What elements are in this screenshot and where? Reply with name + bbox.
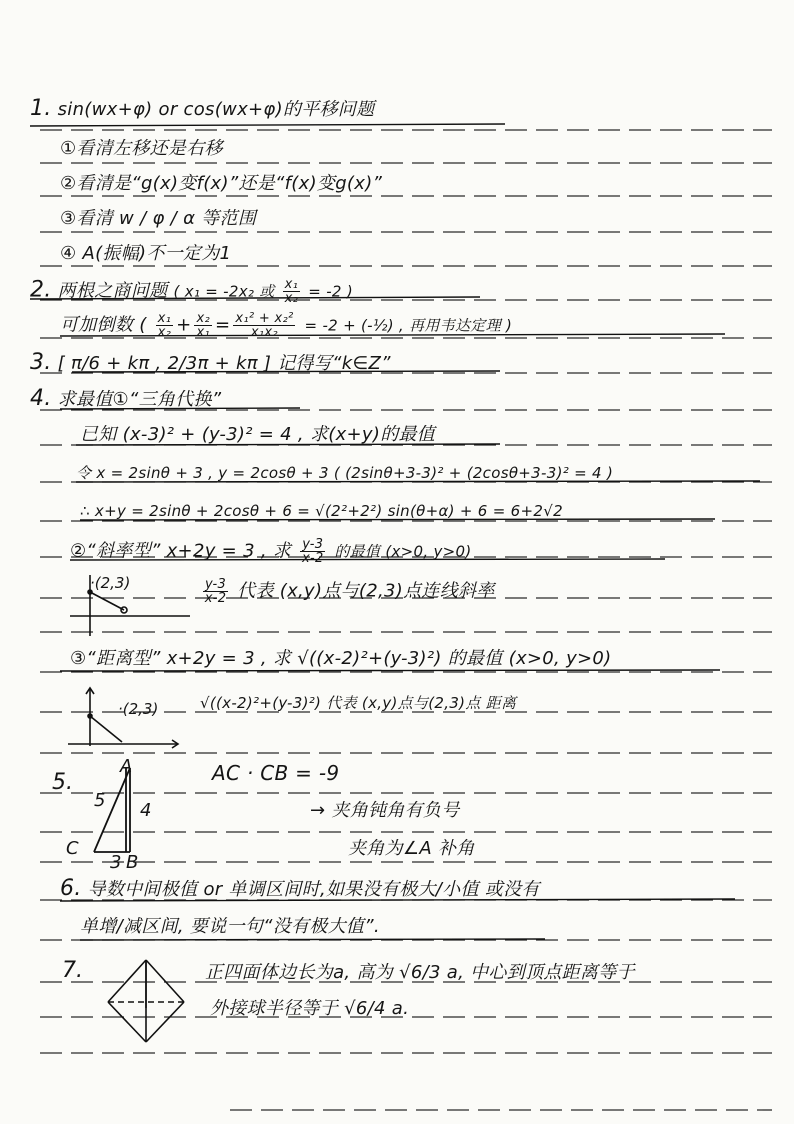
item-4-slope-type bbox=[70, 538, 472, 565]
fraction-denominator: x-2 bbox=[204, 591, 227, 606]
fraction-numerator: x₁² + x₂² bbox=[235, 311, 294, 326]
slope-description-fraction bbox=[203, 578, 228, 605]
fraction-x1-over-x2 bbox=[156, 312, 174, 339]
item-1-title: sin(wx+φ) or cos(wx+φ)的平移问题 bbox=[57, 99, 375, 120]
fraction-denominator: x₁ bbox=[196, 325, 210, 340]
item-1-point-3: ③看清 w / φ / α 等范围 bbox=[60, 208, 257, 229]
slope-type-title: ②“斜率型” x+2y = 3 , 求 bbox=[70, 540, 292, 562]
fraction-denominator: x₁x₂ bbox=[250, 325, 278, 340]
item-1-point-4: ④ A(振幅)不一定为1 bbox=[60, 243, 232, 264]
slope-description-text: 代表 (x,y)点与(2,3)点连线斜率 bbox=[237, 580, 495, 602]
item-3-heading bbox=[30, 352, 391, 375]
item-6-text: 导数中间极值 or 单调区间时,如果没有极大/小值 或没有 bbox=[87, 879, 540, 900]
item-4-number: 4. bbox=[30, 386, 52, 411]
distance-type-description: √((x-2)²+(y-3)²) 代表 (x,y)点与(2,3)点 距离 bbox=[200, 694, 517, 712]
item-2-result: = -2 + (-½) , 再用韦达定理 ) bbox=[304, 316, 513, 335]
item-1-point-1: ①看清左移还是右移 bbox=[60, 138, 223, 159]
item-2-condition-fraction bbox=[283, 278, 301, 305]
fraction-x2-over-x1 bbox=[194, 312, 212, 339]
fraction-sum-squares bbox=[233, 312, 295, 339]
slope-point-label: ·(2,3) bbox=[90, 574, 131, 592]
item-6-number: 6. bbox=[60, 876, 82, 901]
side-AB-length: 4 bbox=[140, 800, 152, 821]
item-2-reciprocal-text: 可加倒数 ( bbox=[60, 314, 147, 336]
item-2-title: 两根之商问题 bbox=[57, 280, 168, 302]
item-7-line-2: 外接球半径等于 √6/4 a. bbox=[210, 998, 410, 1019]
item-4-heading bbox=[30, 388, 221, 411]
fraction-numerator: x₁ bbox=[284, 277, 299, 292]
item-2-number: 2. bbox=[30, 277, 52, 303]
slope-type-tail: 的最值 (x>0, y>0) bbox=[334, 542, 472, 561]
side-AC-length: 5 bbox=[94, 790, 106, 811]
tetrahedron-figure bbox=[100, 956, 190, 1046]
item-1-number: 1. bbox=[30, 96, 52, 121]
fraction-numerator: y-3 bbox=[205, 577, 227, 592]
fraction-denominator: x-2 bbox=[302, 551, 324, 566]
item-4-title: 求最值①“三角代换” bbox=[57, 389, 222, 410]
item-2-condition-tail: = -2 ) bbox=[303, 282, 353, 301]
item-6-line-2: 单增/减区间, 要说一句“没有极大值”. bbox=[80, 916, 380, 937]
item-4-result: ∴ x+y = 2sinθ + 2cosθ + 6 = √(2²+2²) sin(θ+α) + 6 = 6+2√2 bbox=[80, 502, 563, 520]
vector-dot-product: AC · CB = -9 bbox=[212, 761, 340, 785]
side-CB-length: 3 bbox=[110, 852, 122, 873]
item-2-condition: ( x₁ = -2x₂ 或 bbox=[173, 282, 280, 301]
distance-point-label: ·(2,3) bbox=[118, 700, 159, 718]
slope-type-fraction bbox=[300, 538, 325, 565]
item-2-heading bbox=[30, 278, 353, 305]
vertex-A-label: A bbox=[120, 756, 133, 777]
slope-type-description bbox=[200, 578, 495, 605]
item-1-heading bbox=[30, 98, 374, 121]
item-6-line-1 bbox=[60, 878, 540, 901]
distance-graph bbox=[60, 686, 190, 756]
item-2-line-2: 可加倒数 ( $\frac{\text{x₁}}{\text{x₂}}$ + $\frac{\text{x₂}}{\text{x₁}}$ = $\frac{\text{x₁² + x₂²}}{\text{x₁x₂}}$ = -2 + (-½) , 再用韦达定理 ) bbox=[60, 311, 513, 340]
obtuse-angle-note: → 夹角钝角有负号 bbox=[310, 800, 460, 821]
fraction-numerator: x₂ bbox=[196, 311, 210, 326]
fraction-numerator: y-3 bbox=[302, 537, 324, 552]
vertex-C-label: C bbox=[66, 838, 79, 859]
fraction-denominator: x₂ bbox=[284, 291, 299, 306]
item-7-line-1: 正四面体边长为a, 高为 √6/3 a, 中心到顶点距离等于 bbox=[205, 962, 635, 983]
fraction-denominator: x₂ bbox=[157, 325, 172, 340]
item-3-text: [ π/6 + kπ , 2/3π + kπ ] 记得写“k∈Z” bbox=[57, 353, 391, 374]
fraction-numerator: x₁ bbox=[157, 311, 172, 326]
item-4-distance-type: ③“距离型” x+2y = 3 , 求 √((x-2)²+(y-3)²) 的最值 (x>0, y>0) bbox=[70, 648, 612, 669]
item-1-point-2: ②看清是“g(x)变f(x)”还是“f(x)变g(x)” bbox=[60, 173, 383, 194]
item-3-number: 3. bbox=[30, 350, 52, 375]
vertex-B-label: B bbox=[126, 852, 139, 873]
item-4-given: 已知 (x-3)² + (y-3)² = 4 , 求(x+y)的最值 bbox=[80, 424, 436, 445]
supplementary-angle-note: 夹角为∠A 补角 bbox=[348, 838, 475, 859]
item-7-number: 7. bbox=[62, 958, 83, 983]
item-5-number: 5. bbox=[52, 770, 73, 795]
item-4-substitution: 令 x = 2sinθ + 3 , y = 2cosθ + 3 ( (2sinθ+3-3)² + (2cosθ+3-3)² = 4 ) bbox=[76, 464, 614, 482]
